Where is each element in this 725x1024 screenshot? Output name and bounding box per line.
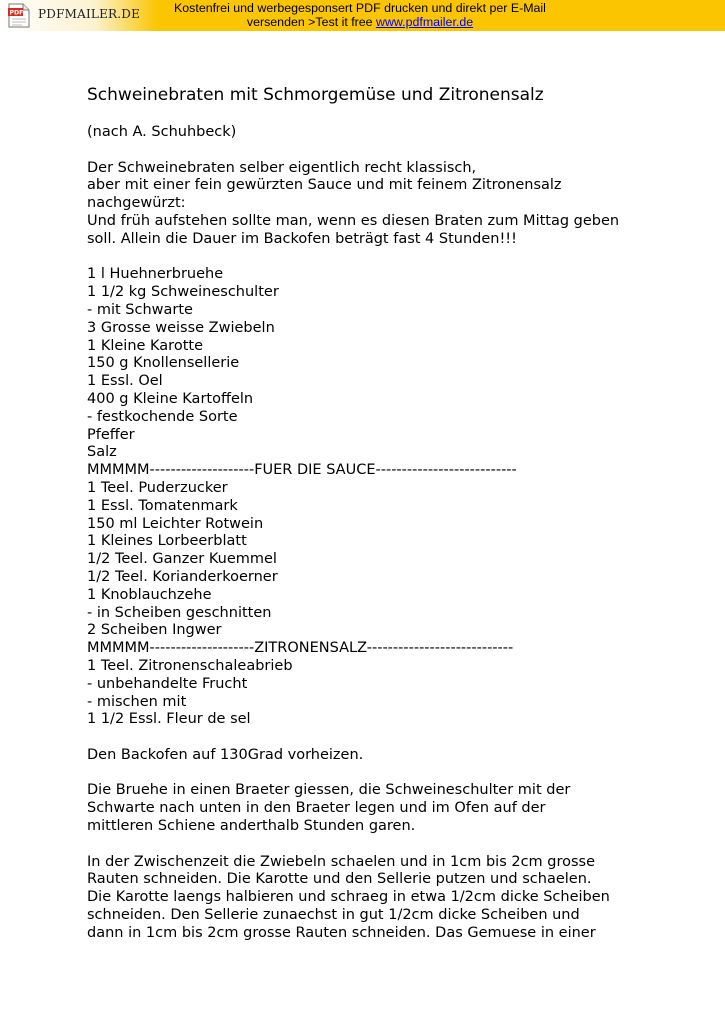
text-line: - festkochende Sorte: [87, 408, 238, 425]
text-line: - in Scheiben geschnitten: [87, 604, 272, 621]
text-line: 1 1/2 Essl. Fleur de sel: [87, 711, 251, 728]
text-line: 150 ml Leichter Rotwein: [87, 515, 264, 532]
pdf-document-icon: [8, 3, 30, 28]
text-line: dann in 1cm bis 2cm grosse Rauten schneiden. Das Gemuese in einer: [87, 924, 596, 941]
text-line: [87, 729, 707, 747]
text-line: 400 g Kleine Kartoffeln: [87, 390, 254, 407]
text-line: Die Bruehe in einen Braeter giessen, die Schweineschulter mit der: [87, 782, 571, 799]
text-line: 1 Teel. Zitronenschaleabrieb: [87, 657, 293, 674]
text-line: - mit Schwarte: [87, 301, 193, 318]
text-line: MMMMM--------------------FUER DIE SAUCE---------------------------: [87, 462, 517, 479]
brand-logo[interactable]: [0, 0, 158, 31]
text-line: 1 Teel. Puderzucker: [87, 479, 228, 496]
text-line: - unbehandelte Frucht: [87, 675, 248, 692]
text-line: mittleren Schiene anderthalb Stunden garen.: [87, 818, 416, 835]
text-line: 1 Essl. Tomatenmark: [87, 497, 238, 514]
brand-name: PDFMAILER.DE: [38, 7, 141, 21]
pdf-icon-label: PDF: [9, 9, 24, 17]
text-line: 1 1/2 kg Schweineschulter: [87, 284, 279, 301]
text-line: [87, 142, 707, 160]
text-line: 2 Scheiben Ingwer: [87, 622, 222, 639]
text-line: 1 Knoblauchzehe: [87, 586, 212, 603]
document-body: [87, 84, 707, 943]
text-line: 1/2 Teel. Ganzer Kuemmel: [87, 551, 277, 568]
text-line: Die Karotte laengs halbieren und schraeg in etwa 1/2cm dicke Scheiben: [87, 889, 610, 906]
text-line: In der Zwischenzeit die Zwiebeln schaelen und in 1cm bis 2cm grosse: [87, 853, 596, 870]
text-line: 1 l Huehnerbruehe: [87, 266, 224, 283]
text-line: Und früh aufstehen sollte man, wenn es diesen Braten zum Mittag geben: [87, 212, 620, 229]
promo-line-1: Kostenfrei und werbegesponsert PDF drucken und direkt per E-Mail: [174, 1, 546, 15]
text-line: - mischen mit: [87, 693, 187, 710]
promo-text: [160, 1, 560, 29]
recipe-text: [87, 124, 707, 943]
text-line: [87, 765, 707, 783]
text-line: 1 Kleines Lorbeerblatt: [87, 533, 247, 550]
text-line: 1/2 Teel. Korianderkoerner: [87, 568, 278, 585]
text-line: [87, 836, 707, 854]
promo-line-2-text: versenden >Test it free: [246, 15, 377, 29]
text-line: [87, 249, 707, 267]
text-line: Rauten schneiden. Die Karotte und den Sellerie putzen und schaelen.: [87, 871, 592, 888]
text-line: aber mit einer fein gewürzten Sauce und mit feinem Zitronensalz: [87, 177, 562, 194]
text-line: nachgewürzt:: [87, 195, 186, 212]
text-line: Salz: [87, 444, 117, 461]
text-line: Der Schweinebraten selber eigentlich recht klassisch,: [87, 159, 477, 176]
page-title: Schweinebraten mit Schmorgemüse und Zitronensalz: [87, 85, 544, 105]
text-line: Schwarte nach unten in den Braeter legen und im Ofen auf der: [87, 800, 546, 817]
text-line: Den Backofen auf 130Grad vorheizen.: [87, 746, 364, 763]
text-line: 1 Kleine Karotte: [87, 337, 203, 354]
promo-link[interactable]: www.pdfmailer.de: [376, 15, 474, 29]
text-line: (nach A. Schuhbeck): [87, 124, 237, 140]
text-line: schneiden. Den Sellerie zunaechst in gut 1/2cm dicke Scheiben und: [87, 907, 580, 924]
text-line: 150 g Knollensellerie: [87, 355, 240, 372]
promo-banner: [0, 0, 725, 31]
text-line: 3 Grosse weisse Zwiebeln: [87, 319, 275, 336]
promo-line-2: [160, 15, 560, 29]
text-line: 1 Essl. Oel: [87, 373, 163, 390]
text-line: Pfeffer: [87, 426, 135, 443]
text-line: soll. Allein die Dauer im Backofen beträgt fast 4 Stunden!!!: [87, 230, 517, 247]
text-line: MMMMM--------------------ZITRONENSALZ----------------------------: [87, 640, 514, 657]
